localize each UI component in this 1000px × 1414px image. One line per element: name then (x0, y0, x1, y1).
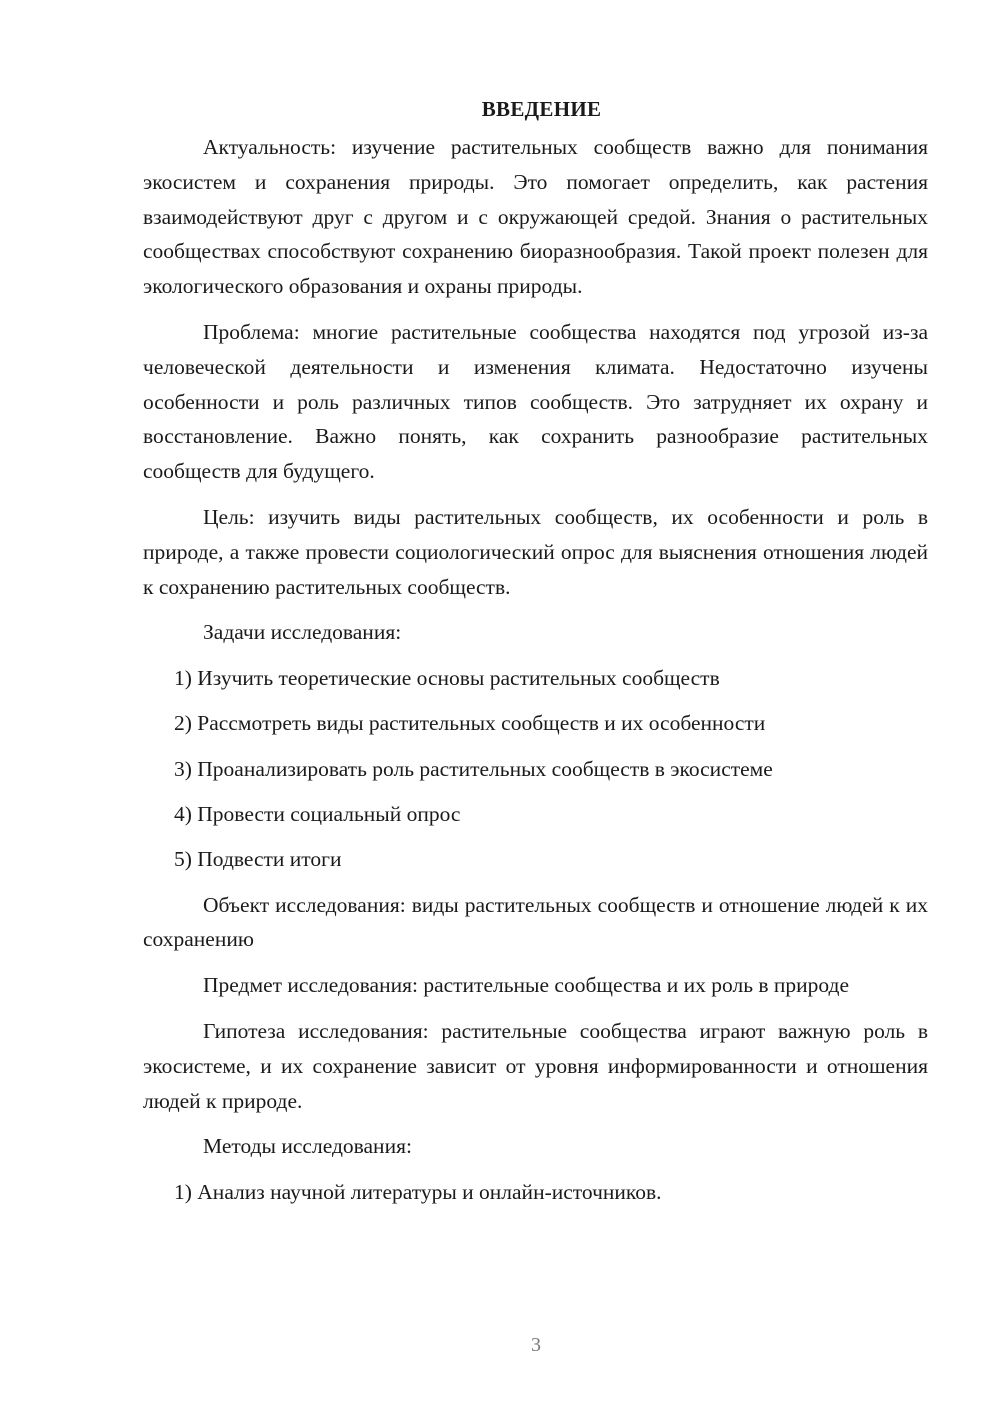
relevance-paragraph: Актуальность: изучение растительных сообществ важно для понимания экосистем и сохранения природы. Это помогает определить, как растения взаимодействуют друг с другом и с окружающей средой. Знания о растительных сообществах способствуют сохранению биоразнообразия. Такой проект полезен для экологического образования и охраны природы. (143, 135, 928, 299)
task-item: 3) Проанализировать роль растительных сообществ в экосистеме (174, 756, 773, 781)
object-paragraph: Объект исследования: виды растительных сообществ и отношение людей к их сохранению (143, 892, 928, 952)
section-title: ВВЕДЕНИЕ (481, 97, 602, 121)
method-item: 1) Анализ научной литературы и онлайн-источников. (174, 1180, 662, 1205)
page-number: 3 (531, 1334, 541, 1356)
subject-paragraph: Предмет исследования: растительные сообщества и их роль в природе (203, 973, 850, 998)
methods-heading: Методы исследования: (203, 1134, 412, 1159)
goal-paragraph: Цель: изучить виды растительных сообществ, их особенности и роль в природе, а также провести социологический опрос для выяснения отношения людей к сохранению растительных сообществ. (143, 504, 928, 599)
task-item: 2) Рассмотреть виды растительных сообществ и их особенности (174, 711, 766, 736)
task-item: 1) Изучить теоретические основы растительных сообществ (174, 666, 720, 691)
problem-paragraph: Проблема: многие растительные сообщества находятся под угрозой из-за человеческой деятельности и изменения климата. Недостаточно изучены особенности и роль различных типов сообществ. Это затрудняет их охрану и восстановление. Важно понять, как сохранить разнообразие растительных сообществ для будущего. (143, 319, 928, 484)
task-item: 5) Подвести итоги (174, 847, 342, 872)
tasks-heading: Задачи исследования: (203, 620, 402, 645)
task-item: 4) Провести социальный опрос (174, 802, 461, 827)
document-body (143, 92, 928, 1221)
hypothesis-paragraph: Гипотеза исследования: растительные сообщества играют важную роль в экосистеме, и их сохранение зависит от уровня информированности и отношения людей к природе. (143, 1019, 928, 1113)
